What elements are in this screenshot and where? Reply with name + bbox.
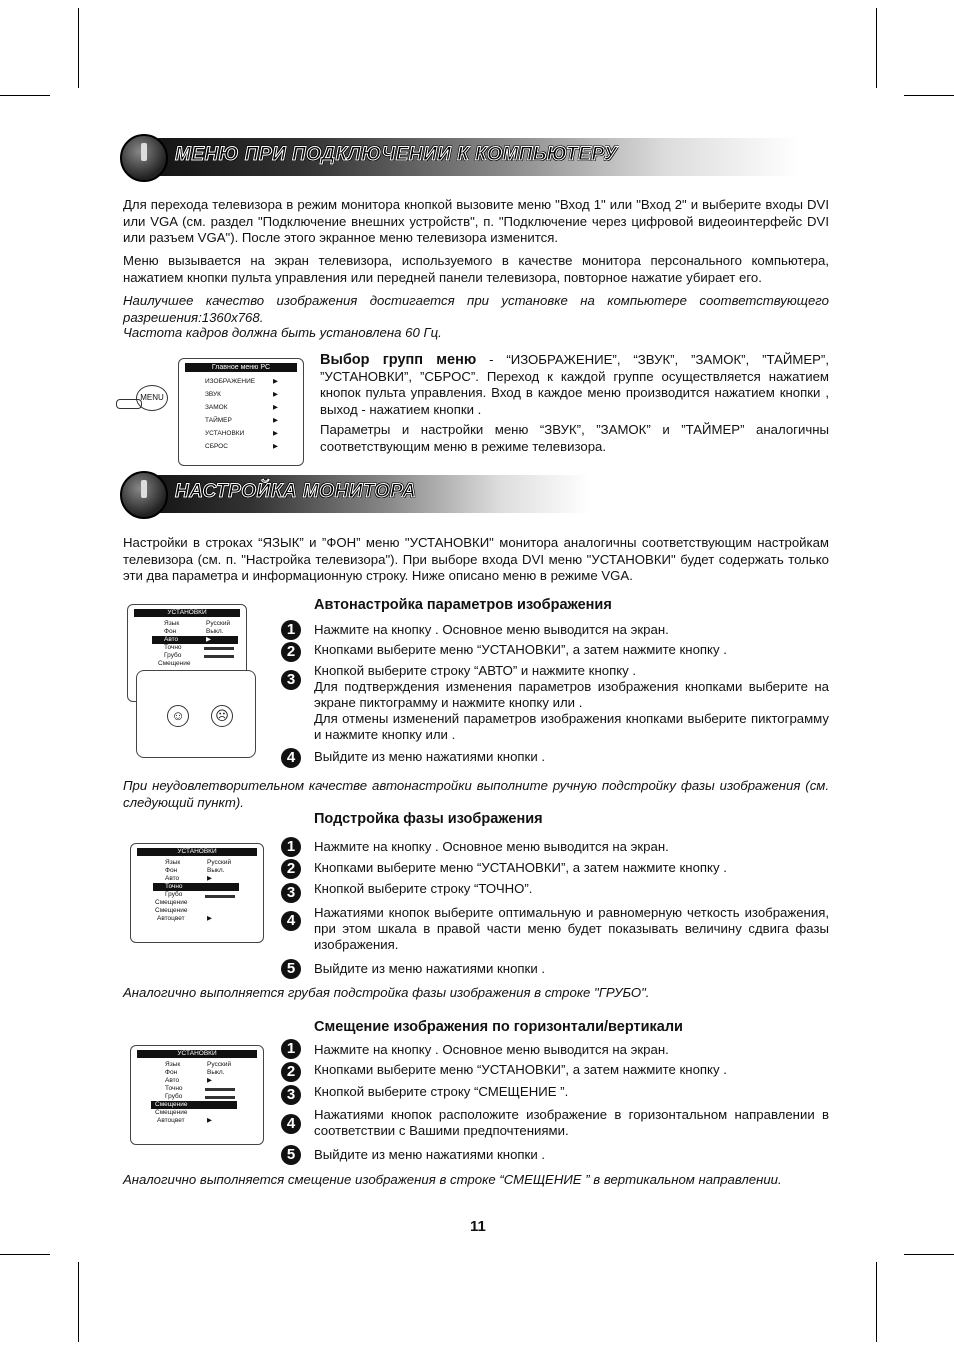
setup-value: ▶ (207, 915, 212, 922)
crop-mark (876, 1262, 877, 1342)
setup-label: Грубо (164, 652, 182, 659)
step-number: 3 (281, 883, 301, 903)
setup-value: ▶ (207, 1117, 212, 1124)
step-number: 3 (281, 1085, 301, 1105)
auto-heading: Автонастройка параметров изображения (314, 597, 612, 613)
pc-menu-item: ЗВУК (205, 391, 221, 398)
scale-bar (205, 1088, 235, 1091)
auto-step: Нажмите на кнопку . Основное меню выводится на экран. (314, 622, 669, 637)
setup-label: Автоцвет (157, 915, 185, 922)
setup-label: Язык (164, 620, 180, 627)
setup-menu-shift (130, 1045, 264, 1145)
setup-value: Русский (207, 859, 232, 866)
phase-step: Кнопкой выберите строку “ТОЧНО”. (314, 881, 533, 896)
section-title: МЕНЮ ПРИ ПОДКЛЮЧЕНИИ К КОМПЬЮТЕРУ (175, 144, 618, 165)
step-number: 1 (281, 620, 301, 640)
scale-bar (205, 1096, 235, 1099)
phase-step: Нажатиями кнопок выберите оптимальную и равномерную четкость изображения, при этом шкала в правой части меню будет показывать величину сдвига фазы изображения. (314, 905, 829, 952)
pc-menu-title: Главное меню PC (185, 363, 297, 372)
menu-hand-icon (116, 385, 170, 411)
setup-label: Авто (165, 1077, 180, 1084)
crop-mark (78, 8, 79, 88)
setup-value: Русский (207, 1061, 232, 1068)
step-number: 2 (281, 859, 301, 879)
page-number: 11 (470, 1218, 486, 1235)
auto-step: Кнопками выберите меню “УСТАНОВКИ”, а затем нажмите кнопку . (314, 642, 727, 657)
pc-menu-item: УСТАНОВКИ (205, 430, 245, 437)
arrow-icon: ▶ (273, 404, 278, 411)
auto-extra: Для отмены изменений параметров изображения кнопками выберите пиктограмму и нажмите кнопку или . (314, 711, 829, 742)
shift-step: Выйдите из меню нажатиями кнопки . (314, 1147, 546, 1162)
auto-step: Выйдите из меню нажатиями кнопки . (314, 749, 546, 764)
intro-note: Частота кадров должна быть установлена 60 Гц. (123, 325, 442, 340)
groups-heading: Выбор групп меню (320, 352, 477, 368)
setup-label: Язык (165, 1061, 181, 1068)
step-number: 5 (281, 1145, 301, 1165)
setup-value: Выкл. (207, 867, 225, 874)
arrow-icon: ▶ (273, 391, 278, 398)
auto-note: При неудовлетворительном качестве автонастройки выполните ручную подстройку фазы изображения (см. следующий пункт). (123, 778, 829, 810)
phase-step: Выйдите из меню нажатиями кнопки . (314, 961, 546, 976)
monitor-intro: Настройки в строках “ЯЗЫК” и ”ФОН” меню "УСТАНОВКИ" монитора аналогичны соответствующим настройкам телевизора (см. п. "Настройка телевизора"). При выборе входа DVI меню "УСТАНОВКИ" будет содержать только эти два параметра и информационную строку. Ниже описано меню в режиме VGA. (123, 535, 829, 583)
step-number: 4 (281, 748, 301, 768)
step-number: 3 (281, 670, 301, 690)
step-number: 2 (281, 1062, 301, 1082)
step-number: 4 (281, 1114, 301, 1134)
step-number: 4 (281, 911, 301, 931)
scale-bar (204, 647, 234, 650)
phase-step: Кнопками выберите меню “УСТАНОВКИ”, а затем нажмите кнопку . (314, 860, 727, 875)
setup-label: Авто (164, 636, 179, 643)
shift-step: Кнопками выберите меню “УСТАНОВКИ”, а затем нажмите кнопку . (314, 1062, 727, 1077)
setup-value: ▶ (206, 636, 211, 643)
groups-paragraph (320, 352, 829, 418)
groups-text: - “ИЗОБРАЖЕНИЕ”, “ЗВУК”, ”ЗАМОК”, ”ТАЙМЕР”, ”УСТАНОВКИ”, ”СБРОС”. Переход к каждой группе осуществляется нажатием кнопок пульта управления. Вход в каждое меню производится нажатием кнопки , выход - нажатием кнопки . (320, 352, 829, 417)
step-number: 1 (281, 837, 301, 857)
setup-label: Смещение (155, 907, 188, 914)
auto-extra: Для подтверждения изменения параметров изображения кнопками выберите на экране пиктограмму и нажмите кнопку или . (314, 679, 829, 710)
shift-step: Нажмите на кнопку . Основное меню выводится на экран. (314, 1042, 669, 1057)
setup-label: Смещение (155, 1109, 188, 1116)
groups-paragraph-2: Параметры и настройки меню “ЗВУК”, ”ЗАМОК” и ”ТАЙМЕР” аналогичны соответствующим меню в режиме телевизора. (320, 422, 829, 454)
sad-face-icon: ☹ (211, 705, 233, 727)
shift-note: Аналогично выполняется смещение изображения в строке “СМЕЩЕНИЕ ” в вертикальном направлении. (123, 1172, 782, 1187)
pc-menu-item: СБРОС (205, 443, 228, 450)
shift-heading: Смещение изображения по горизонтали/вертикали (314, 1019, 683, 1035)
happy-face-icon: ☺ (167, 705, 189, 727)
setup-label: Фон (165, 1069, 178, 1076)
setup-menu-phase (130, 843, 264, 943)
crop-mark (904, 95, 954, 96)
step-number: 5 (281, 959, 301, 979)
crop-mark (0, 1254, 50, 1255)
setup-label: Точно (165, 883, 183, 890)
menu-button-icon: MENU (136, 385, 168, 411)
setup-label: Фон (164, 628, 177, 635)
arrow-icon: ▶ (273, 378, 278, 385)
setup-label: Грубо (165, 891, 183, 898)
intro-note: Наилучшее качество изображения достигается при установке на компьютере соответствующего разрешения:1360x768. (123, 293, 829, 325)
setup-label: Фон (165, 867, 178, 874)
intro-paragraph: Меню вызывается на экран телевизора, используемого в качестве монитора персонального компьютера, нажатием кнопки пульта управления или передней панели телевизора, повторное нажатие убирает его. (123, 253, 829, 285)
setup-label: Смещение (155, 1101, 188, 1108)
confirm-dialog (136, 670, 256, 758)
setup-label: Точно (164, 644, 182, 651)
crop-mark (904, 1254, 954, 1255)
crop-mark (78, 1262, 79, 1342)
setup-label: Точно (165, 1085, 183, 1092)
arrow-icon: ▶ (273, 417, 278, 424)
setup-value: ▶ (207, 875, 212, 882)
shift-step: Кнопкой выберите строку “СМЕЩЕНИЕ ”. (314, 1084, 569, 1099)
shift-step: Нажатиями кнопок расположите изображение в горизонтальном направлении в соответствии с Вашими предпочтениями. (314, 1107, 829, 1138)
pc-menu-item: ИЗОБРАЖЕНИЕ (205, 378, 256, 385)
setup-label: Авто (165, 875, 180, 882)
phase-step: Нажмите на кнопку . Основное меню выводится на экран. (314, 839, 669, 854)
pc-main-menu (178, 358, 304, 466)
setup-label: Язык (165, 859, 181, 866)
pc-menu-item: ТАЙМЕР (205, 417, 232, 424)
pc-menu-item: ЗАМОК (205, 404, 228, 411)
step-number: 2 (281, 642, 301, 662)
setup-menu-title: УСТАНОВКИ (134, 609, 240, 617)
crop-mark (0, 95, 50, 96)
setup-value: ▶ (207, 1077, 212, 1084)
setup-value: Выкл. (206, 628, 224, 635)
auto-step: Кнопкой выберите строку “АВТО” и нажмите кнопку . (314, 663, 637, 678)
setup-label: Смещение (155, 899, 188, 906)
arrow-icon: ▶ (273, 443, 278, 450)
section-title: НАСТРОЙКА МОНИТОРА (175, 481, 417, 502)
setup-label: Автоцвет (157, 1117, 185, 1124)
phase-note: Аналогично выполняется грубая подстройка фазы изображения в строке "ГРУБО". (123, 985, 650, 1000)
setup-label: Смещение (158, 660, 191, 667)
setup-label: Грубо (165, 1093, 183, 1100)
scale-bar (205, 895, 235, 898)
scale-bar (204, 655, 234, 658)
power-icon (120, 134, 168, 182)
step-number: 1 (281, 1039, 301, 1059)
power-icon (120, 471, 168, 519)
arrow-icon: ▶ (273, 430, 278, 437)
intro-paragraph: Для перехода телевизора в режим монитора кнопкой вызовите меню "Вход 1" или "Вход 2" и выберите входы DVI или VGA (см. раздел "Подключение внешних устройств", п. "Подключение через цифровой видеоинтерфейс DVI или разъем VGA"). После этого экранное меню телевизора изменится. (123, 197, 829, 245)
setup-menu-title: УСТАНОВКИ (137, 848, 257, 856)
setup-menu-title: УСТАНОВКИ (137, 1050, 257, 1058)
phase-heading: Подстройка фазы изображения (314, 811, 543, 827)
setup-value: Выкл. (207, 1069, 225, 1076)
setup-value: Русский (206, 620, 231, 627)
crop-mark (876, 8, 877, 88)
